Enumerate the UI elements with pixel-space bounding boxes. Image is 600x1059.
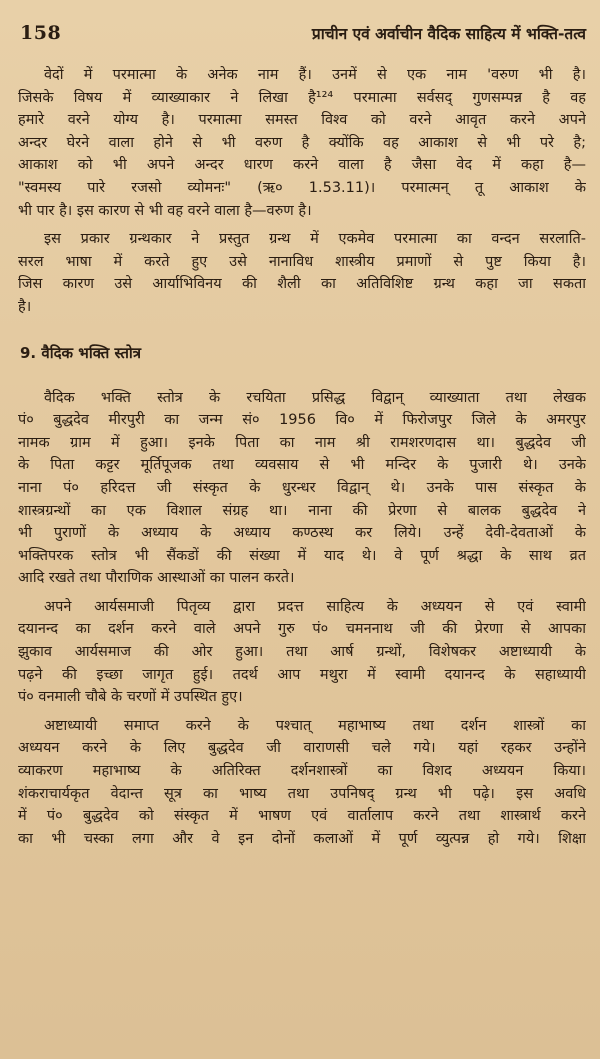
text-line: जिस कारण उसे आर्याभिविनय की शैली का अतिविशिष्ट ग्रन्थ कहा जा सकता <box>18 276 586 293</box>
text-line: व्याकरण महाभाष्य के अतिरिक्त दर्शनशास्त्रों का विशद अध्ययन किया। <box>18 763 586 780</box>
paragraph-varun <box>18 64 586 222</box>
text-line: पढ़ने की इच्छा जागृत हुई। तदर्थ आप मथुरा में स्वामी दयानन्द के सहाध्यायी <box>18 666 586 683</box>
text-line: दयानन्द का दर्शन करने वाले अपने गुरु पं० चमननाथ जी की प्रेरणा से आपका <box>18 621 586 638</box>
text-line: "स्वमस्य पारे रजसो व्योमनः" (ऋ० 1.53.11)। परमात्मन् तू आकाश के <box>18 179 586 196</box>
text-line: भी पार है। इस कारण से भी वह वरने वाला है—वरुण है। <box>18 202 312 219</box>
paragraph-biography <box>18 387 586 590</box>
text-line: पं० बुद्धदेव मीरपुरी का जन्म सं० 1956 वि० में फिरोजपुर जिले के अमरपुर <box>18 412 586 429</box>
body-text <box>18 64 586 850</box>
text-line: शास्त्रग्रन्थों का एक विशाल संग्रह था। नाना की प्रेरणा से बालक बुद्धदेव ने <box>18 502 586 519</box>
text-line: वैदिक भक्ति स्तोत्र के रचयिता प्रसिद्ध विद्वान् व्याख्याता तथा लेखक <box>44 389 586 406</box>
text-line: में पं० बुद्धदेव को संस्कृत में भाषण एवं वार्तालाप करने तथा शास्त्रार्थ करने <box>18 808 586 825</box>
text-line: सरल भाषा में करते हुए उसे नानाविध शास्त्रीय प्रमाणों से पुष्ट किया है। <box>18 253 586 270</box>
text-line: नामक ग्राम में हुआ। इनके पिता का नाम श्री रामशरणदास था। बुद्धदेव जी <box>18 434 586 451</box>
page-number: 158 <box>20 22 62 44</box>
text-line: शंकराचार्यकृत वेदान्त सूत्र का भाष्य तथा उपनिषद् ग्रन्थ भी पढ़े। इस अवधि <box>18 785 586 802</box>
text-line: आकाश को भी अपने अन्दर धारण करने वाला है जैसा वेद में कहा है— <box>18 157 586 174</box>
text-line: अष्टाध्यायी समाप्त करने के पश्चात् महाभाष्य तथा दर्शन शास्त्रों का <box>44 717 586 734</box>
text-line: अध्ययन करने के लिए बुद्धदेव जी वाराणसी चले गये। यहां रहकर उन्होंने <box>18 740 586 757</box>
text-line: के पिता कट्टर मूर्तिपूजक तथा व्यवसाय से भी मन्दिर के पुजारी थे। उनके <box>18 457 586 474</box>
paragraph-summary <box>18 228 586 318</box>
text-line: आदि रखते तथा पौराणिक आस्थाओं का पालन करते। <box>18 570 295 587</box>
text-line: अन्दर घेरने वाला होने से भी वरुण है क्योंकि वह आकाश से भी परे है; <box>18 134 586 151</box>
text-line: भक्तिपरक स्तोत्र भी सैंकडों की संख्या में याद थे। वे पूर्ण श्रद्धा के साथ व्रत <box>18 547 586 564</box>
paragraph-varanasi <box>18 715 586 851</box>
page-header <box>20 22 586 48</box>
text-line: नाना पं० हरिदत्त जी संस्कृत के धुरन्धर विद्वान् थे। उनके पास संस्कृत के <box>18 479 586 496</box>
paragraph-aryasamaj <box>18 596 586 709</box>
running-title: प्राचीन एवं अर्वाचीन वैदिक साहित्य में भक्ति-तत्व <box>311 25 586 43</box>
text-line: जिसके विषय में व्याख्याकार ने लिखा है¹²⁴ परमात्मा सर्वसद् गुणसम्पन्न है वह <box>18 89 586 106</box>
text-line: झुकाव आर्यसमाज की ओर हुआ। तथा आर्ष ग्रन्थों, विशेषकर अष्टाध्यायी के <box>18 644 586 661</box>
text-line: वेदों में परमात्मा के अनेक नाम हैं। उनमें से एक नाम 'वरुण भी है। <box>44 67 586 83</box>
text-line: अपने आर्यसमाजी पितृव्य द्वारा प्रदत्त साहित्य के अध्ययन से एवं स्वामी <box>44 598 586 615</box>
text-line: हमारे वरने योग्य है। परमात्मा समस्त विश्व को वरने आवृत करने अपने <box>18 112 586 129</box>
text-line: भी पुराणों के अध्याय के अध्याय कण्ठस्थ कर लिये। उन्हें देवी-देवताओं के <box>18 525 586 542</box>
text-line: है। <box>18 298 32 315</box>
text-line: इस प्रकार ग्रन्थकार ने प्रस्तुत ग्रन्थ में एकमेव परमात्मा का वन्दन सरलाति- <box>44 231 586 248</box>
text-line: का भी चस्का लगा और वे इन दोनों कलाओं में पूर्ण व्युत्पन्न हो गये। शिक्षा <box>18 830 586 847</box>
section-heading: 9. वैदिक भक्ति स्तोत्र <box>20 343 142 362</box>
text-line: पं० वनमाली चौबे के चरणों में उपस्थित हुए। <box>18 689 243 706</box>
